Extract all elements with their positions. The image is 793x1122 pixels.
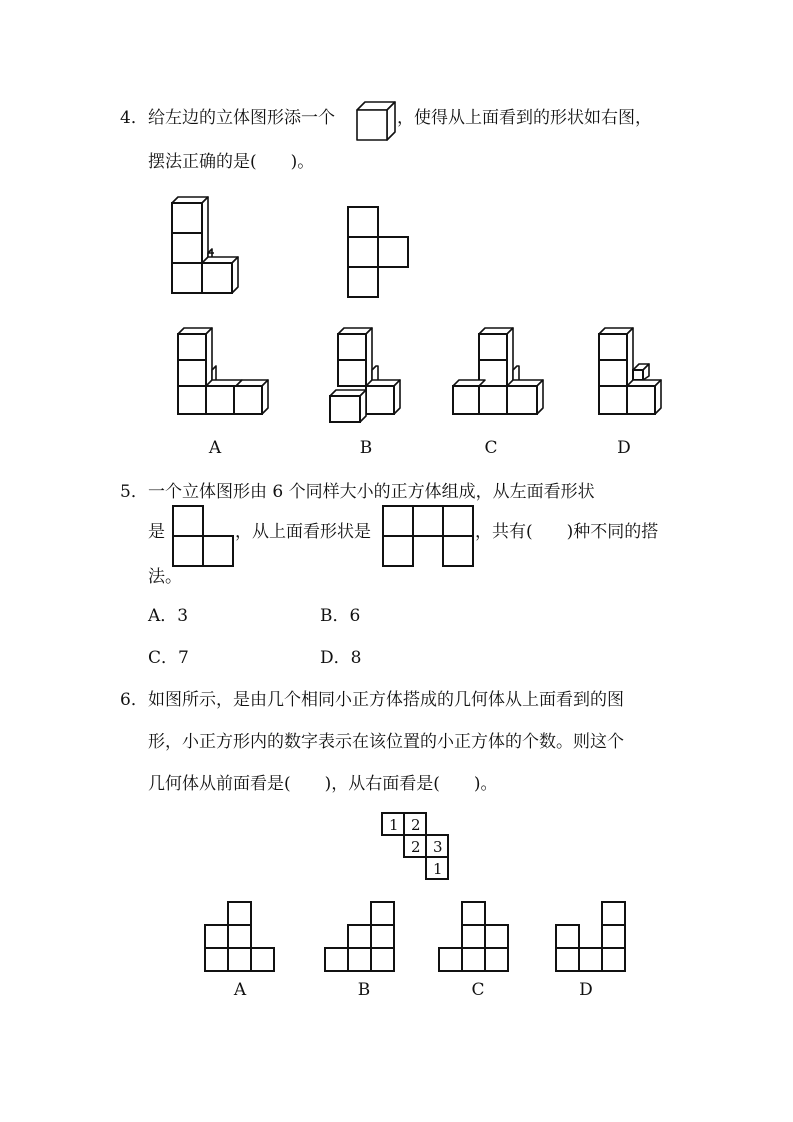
q4-text-c: 摆法正确的是( )。 [148,152,315,172]
q5-left-view [171,504,235,568]
q6-option-c-label[interactable]: C [471,980,485,1000]
grid-number: 1 [433,860,443,878]
q5-choice-c[interactable]: C．7 [148,648,189,668]
q4-text-a: 给左边的立体图形添一个 [148,108,335,128]
q4-option-a-figure [176,324,272,416]
q4-option-c-figure [451,324,547,416]
q6-option-d-label[interactable]: D [579,980,593,1000]
q5-text-c: ，共有( )种不同的搭 [475,522,659,542]
q5-number: 5． [120,482,148,502]
q6-option-b-label[interactable]: B [357,980,371,1000]
q4-option-c-label[interactable]: C [484,438,498,458]
grid-number: 2 [411,816,421,834]
q5-line1: 一个立体图形由 6 个同样大小的正方体组成，从左面看形状 [148,482,595,502]
q4-option-d-figure [597,324,667,416]
q6-option-b-figure [323,900,397,974]
grid-number: 2 [411,838,421,856]
grid-number: 1 [389,816,399,834]
q4-top-view [346,205,412,299]
q4-number: 4． [120,108,148,128]
q5-text-d: 法。 [148,567,182,587]
q6-line3: 几何体从前面看是( )，从右面看是( )。 [148,774,498,794]
cube-icon [355,100,397,142]
q4-option-a-label[interactable]: A [208,438,222,458]
grid-number: 3 [433,838,443,856]
q4-text-b: ，使得从上面看到的形状如右图， [397,108,652,128]
q6-option-a-figure [203,900,277,974]
q6-number: 6． [120,690,148,710]
q6-option-a-label[interactable]: A [233,980,247,1000]
q6-line1: 如图所示，是由几个相同小正方体搭成的几何体从上面看到的图 [148,690,624,710]
q6-option-c-figure [437,900,511,974]
q4-option-b-label[interactable]: B [359,438,373,458]
q5-choice-b[interactable]: B．6 [320,606,361,626]
q4-option-b-figure [328,324,404,424]
q6-line2: 形，小正方形内的数字表示在该位置的小正方体的个数。则这个 [148,732,624,752]
q5-text-a: 是 [148,522,165,542]
q4-option-d-label[interactable]: D [617,438,631,458]
q5-choice-a[interactable]: A．3 [148,606,189,626]
q6-option-d-figure [554,900,628,974]
q4-given-solid [168,193,248,303]
q6-numbered-grid [380,811,454,881]
q5-text-b: ，从上面看形状是 [235,522,371,542]
q5-choice-d[interactable]: D．8 [320,648,362,668]
q5-top-view [381,504,475,568]
